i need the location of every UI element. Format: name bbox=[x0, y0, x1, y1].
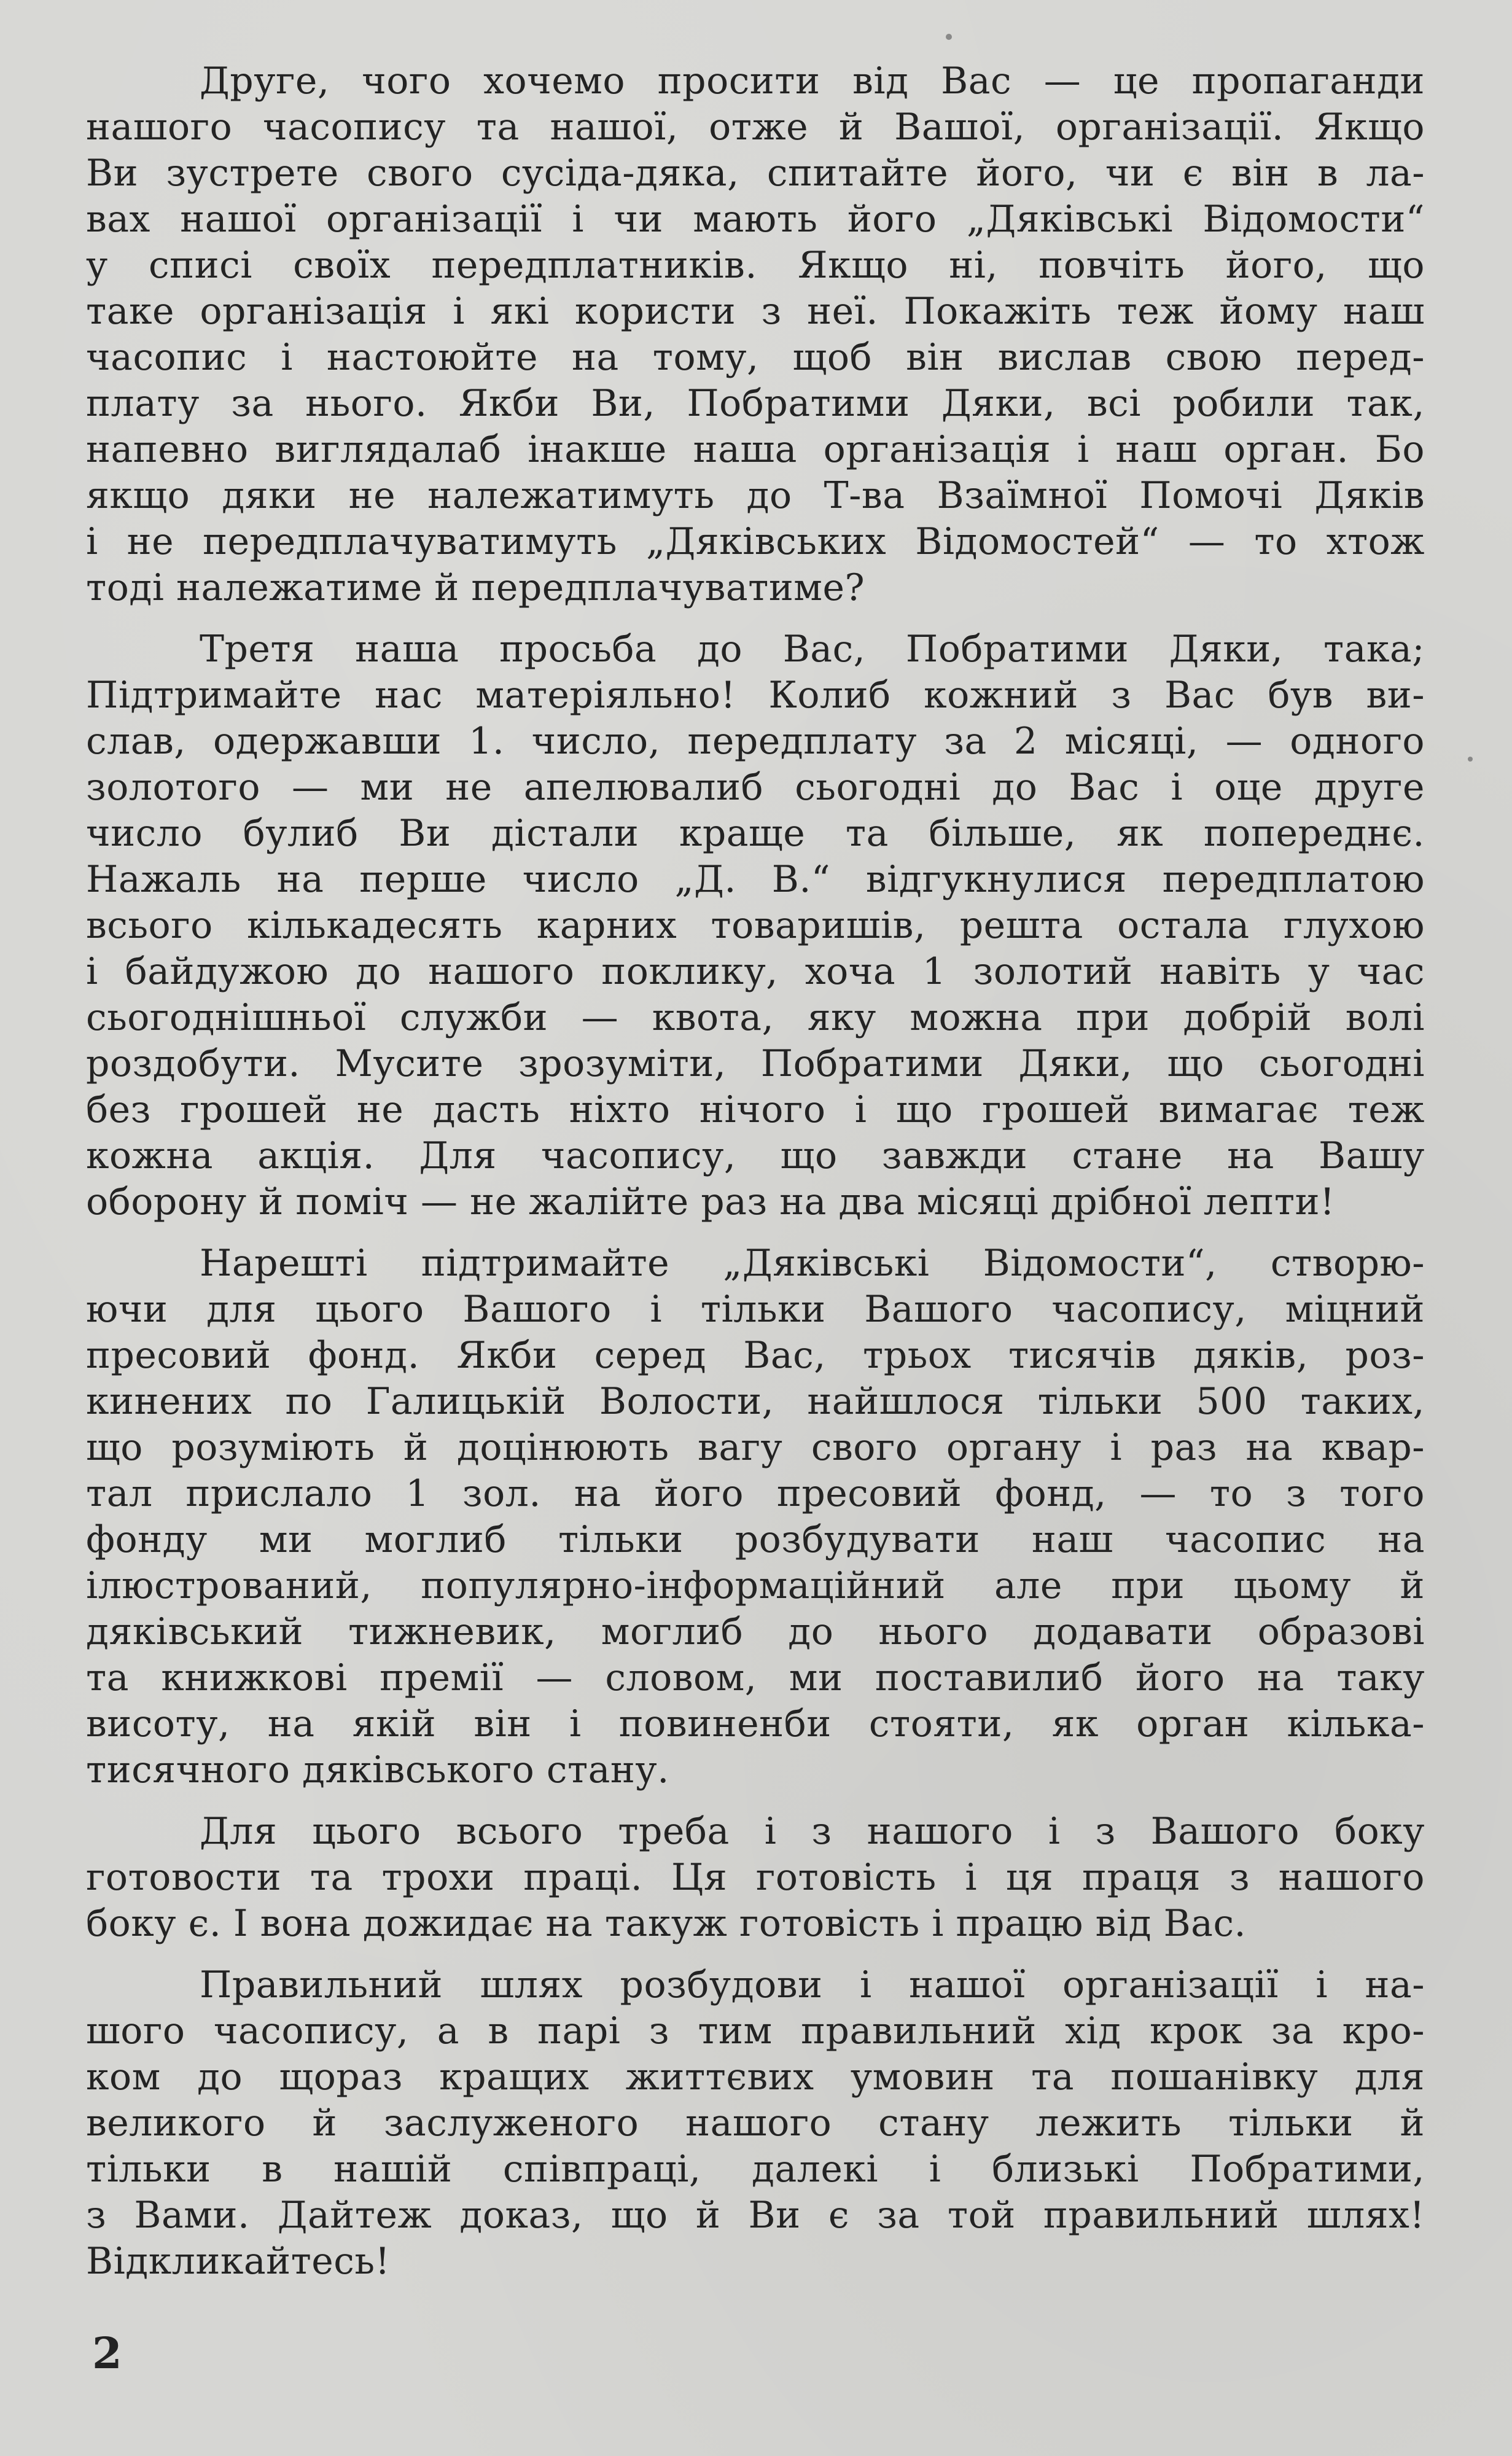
paragraph bbox=[86, 626, 1425, 1225]
body-text bbox=[86, 58, 1425, 2300]
paper-speck bbox=[946, 34, 952, 40]
text-line: тільки в нашій співпраці, далекі і близькі Побратими, bbox=[86, 2148, 1425, 2191]
text-line: дяківський тижневик, моглиб до нього додавати образові bbox=[86, 1610, 1425, 1653]
text-line: напевно виглядалаб інакше наша організація і наш орган. Бо bbox=[86, 428, 1425, 471]
text-line: вах нашої організації і чи мають його „Дяківські Відомости“ bbox=[86, 198, 1425, 241]
paragraph bbox=[86, 1809, 1425, 1947]
text-line: ючи для цього Вашого і тільки Вашого часопису, міцний bbox=[86, 1288, 1425, 1331]
text-line: тисячного дяківського стану. bbox=[86, 1748, 669, 1791]
text-line: Третя наша просьба до Вас, Побратими Дяки, така; bbox=[200, 628, 1425, 671]
text-line: якщо дяки не належатимуть до Т-ва Взаїмної Помочі Дяків bbox=[86, 474, 1425, 517]
text-line: висоту, на якій він і повиненби стояти, як орган кілька- bbox=[86, 1702, 1425, 1745]
text-line: Правильний шлях розбудови і нашої організації і на- bbox=[200, 1963, 1425, 2006]
text-line: таке організація і які користи з неї. Покажіть теж йому наш bbox=[86, 290, 1425, 333]
text-line: великого й заслуженого нашого стану лежить тільки й bbox=[86, 2102, 1425, 2145]
text-line: і байдужою до нашого поклику, хоча 1 золотий навіть у час bbox=[86, 950, 1425, 993]
text-line: слав, одержавши 1. число, передплату за 2 місяці, — одного bbox=[86, 720, 1425, 763]
paragraph bbox=[86, 1241, 1425, 1793]
text-line: і не передплачуватимуть „Дяківських Відомостей“ — то хтож bbox=[86, 520, 1425, 563]
text-line: що розуміють й доцінюють вагу свого органу і раз на квар- bbox=[86, 1426, 1425, 1469]
text-line: кинених по Галицькій Волости, найшлося тільки 500 таких, bbox=[86, 1380, 1425, 1423]
text-line: у списі своїх передплатників. Якщо ні, повчіть його, що bbox=[86, 244, 1425, 287]
text-line: Друге, чого хочемо просити від Вас — це пропаганди bbox=[200, 60, 1425, 103]
text-line: без грошей не дасть ніхто нічого і що грошей вимагає теж bbox=[86, 1088, 1425, 1131]
text-line: боку є. І вона дожидає на такуж готовість і працю від Вас. bbox=[86, 1902, 1247, 1945]
page-number: 2 bbox=[92, 2328, 122, 2379]
text-line: готовости та трохи праці. Ця готовість і ця праця з нашого bbox=[86, 1856, 1425, 1899]
text-line: та книжкові премії — словом, ми поставилиб його на таку bbox=[86, 1656, 1425, 1699]
text-line: кожна акція. Для часопису, що завжди стане на Вашу bbox=[86, 1134, 1425, 1177]
text-line: шого часопису, а в парі з тим правильний хід крок за кро- bbox=[86, 2010, 1425, 2053]
paragraph bbox=[86, 58, 1425, 611]
text-line: Для цього всього треба і з нашого і з Вашого боку bbox=[200, 1810, 1425, 1853]
text-line: золотого — ми не апелювалиб сьогодні до Вас і оце друге bbox=[86, 766, 1425, 809]
text-line: сьогоднішньої служби — квота, яку можна при добрій волі bbox=[86, 996, 1425, 1039]
text-line: ком до щораз кращих життєвих умовин та пошанівку для bbox=[86, 2056, 1425, 2099]
text-line: роздобути. Мусите зрозуміти, Побратими Дяки, що сьогодні bbox=[86, 1042, 1425, 1085]
text-line: Нарешті підтримайте „Дяківські Відомости“, створю- bbox=[200, 1242, 1425, 1285]
text-line: часопис і настоюйте на тому, щоб він вислав свою перед- bbox=[86, 336, 1425, 379]
text-line: Підтримайте нас матеріяльно! Колиб кожний з Вас був ви- bbox=[86, 674, 1425, 717]
text-line: плату за нього. Якби Ви, Побратими Дяки, всі робили так, bbox=[86, 382, 1425, 425]
text-line: Відкликайтесь! bbox=[86, 2240, 391, 2283]
text-line: оборону й поміч — не жалійте раз на два місяці дрібної лепти! bbox=[86, 1180, 1335, 1223]
text-line: всього кількадесять карних товаришів, решта остала глухою bbox=[86, 904, 1425, 947]
text-line: тал прислало 1 зол. на його пресовий фонд, — то з того bbox=[86, 1472, 1425, 1515]
text-line: число булиб Ви дістали краще та більше, як попереднє. bbox=[86, 812, 1425, 855]
paper-speck bbox=[1468, 757, 1473, 762]
text-line: Ви зустрете свого сусіда-дяка, спитайте його, чи є він в ла- bbox=[86, 152, 1425, 195]
text-line: пресовий фонд. Якби серед Вас, трьох тисячів дяків, роз- bbox=[86, 1334, 1425, 1377]
text-line: тоді належатиме й передплачуватиме? bbox=[86, 566, 865, 609]
paragraph bbox=[86, 1962, 1425, 2285]
text-line: Нажаль на перше число „Д. В.“ відгукнулися передплатою bbox=[86, 858, 1425, 901]
text-line: з Вами. Дайтеж доказ, що й Ви є за той правильний шлях! bbox=[86, 2194, 1425, 2237]
text-line: ілюстрований, популярно-інформаційний але при цьому й bbox=[86, 1564, 1425, 1607]
text-line: нашого часопису та нашої, отже й Вашої, організації. Якщо bbox=[86, 106, 1425, 149]
text-line: фонду ми моглиб тільки розбудувати наш часопис на bbox=[86, 1518, 1425, 1561]
